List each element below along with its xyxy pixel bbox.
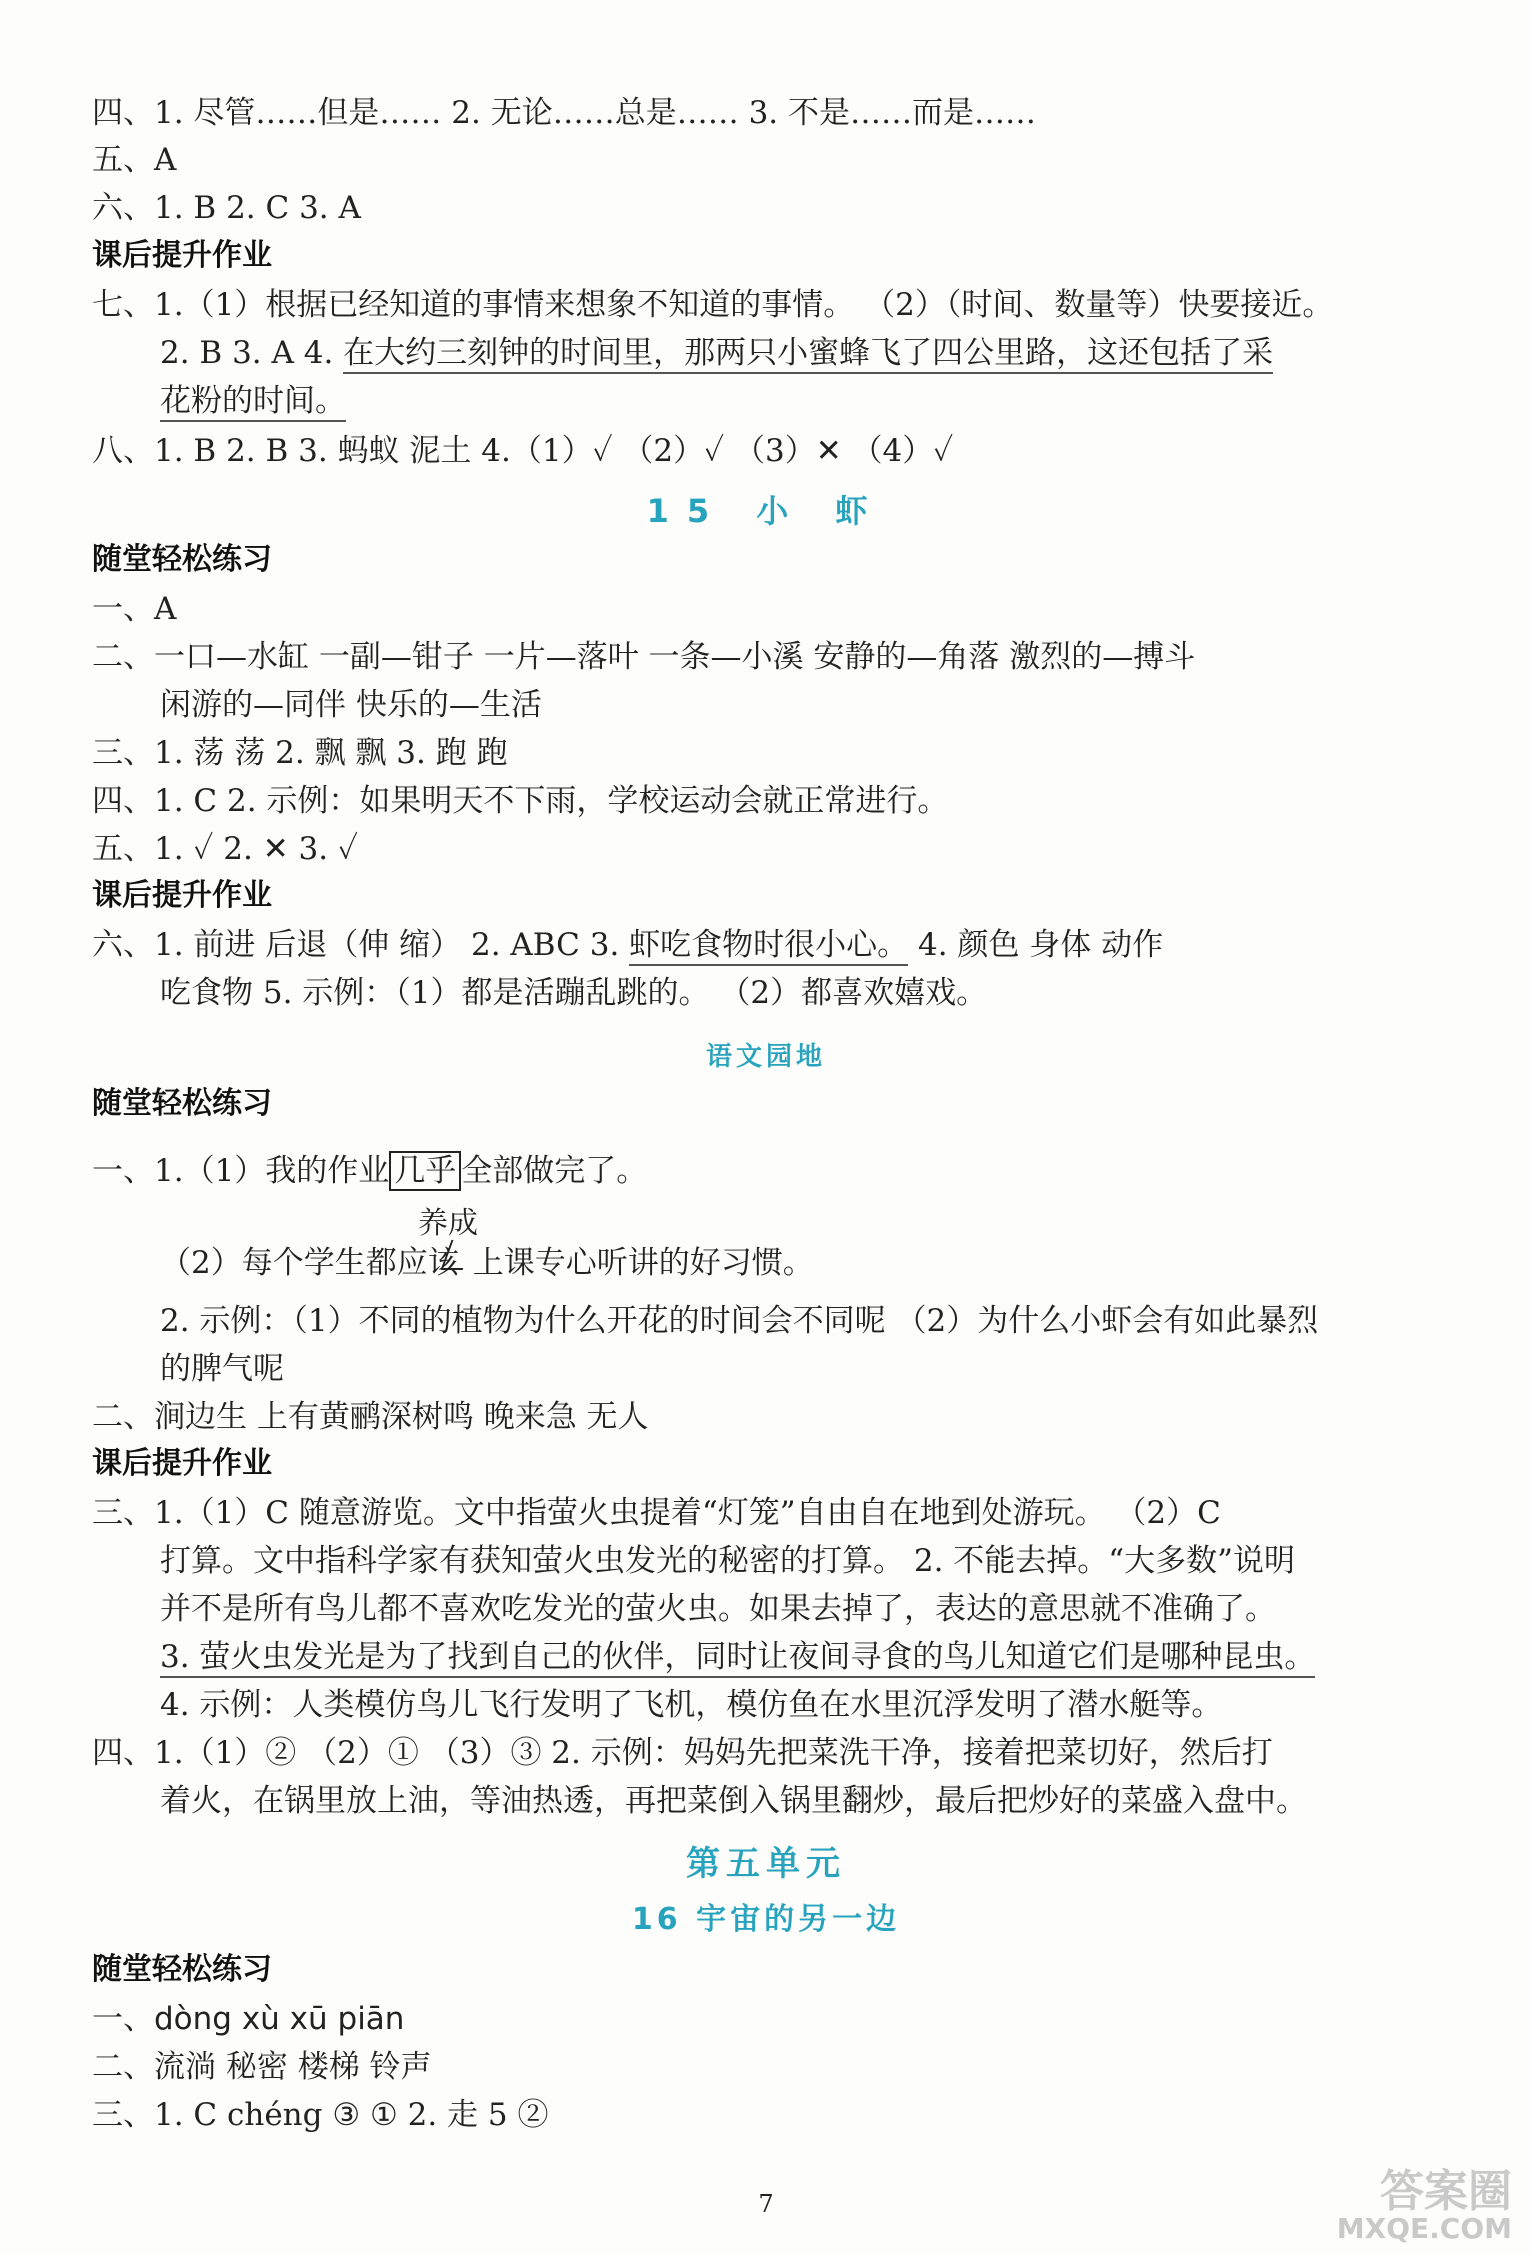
answer-text: （2）每个学生都应该 <box>160 1245 459 1281</box>
answer-line: 六、1. B 2. C 3. A <box>92 190 361 226</box>
section-heading: 课后提升作业 <box>92 878 272 913</box>
answer-line <box>160 1240 814 1286</box>
answer-line: 四、1. 尽管……但是…… 2. 无论……总是…… 3. 不是……而是…… <box>92 95 1036 131</box>
underlined-answer: 在大约三刻钟的时间里，那两只小蜜蜂飞了四公里路，这还包括了采 <box>343 335 1273 374</box>
answer-line: 吃食物 5. 示例：（1）都是活蹦乱跳的。 （2）都喜欢嬉戏。 <box>160 975 988 1011</box>
answer-line: 七、1.（1）根据已经知道的事情来想象不知道的事情。 （2）（时间、数量等）快要接近。 <box>92 287 1334 323</box>
answer-line: 二、一口—水缸 一副—钳子 一片—落叶 一条—小溪 安静的—角落 激烈的—搏斗 <box>92 639 1196 675</box>
boxed-word: 几乎 <box>389 1151 461 1191</box>
lesson-title: 15 小 虾 <box>646 492 886 530</box>
section-heading: 课后提升作业 <box>92 1446 272 1481</box>
section-title: 语文园地 <box>705 1042 826 1072</box>
answer-text: 六、1. 前进 后退（伸 缩） 2. ABC 3. <box>92 927 630 963</box>
answer-line: 二、流淌 秘密 楼梯 铃声 <box>92 2049 432 2085</box>
answer-line <box>160 378 346 424</box>
section-heading: 随堂轻松练习 <box>92 1086 272 1121</box>
page-number: 7 <box>758 2190 774 2218</box>
answer-line: 八、1. B 2. B 3. 蚂蚁 泥土 4.（1）✓ （2）✓ （3）✕ （4）✓ <box>92 433 954 469</box>
answer-text: 一、1.（1）我的作业 <box>92 1153 390 1189</box>
answer-line: 闲游的—同伴 快乐的—生活 <box>160 687 542 723</box>
answer-line: 二、涧边生 上有黄鹂深树鸣 晚来急 无人 <box>92 1399 649 1435</box>
section-heading: 随堂轻松练习 <box>92 542 272 577</box>
answer-line <box>160 330 1273 376</box>
answer-line: 着火，在锅里放上油，等油热透，再把菜倒入锅里翻炒，最后把炒好的菜盛入盘中。 <box>160 1783 1307 1819</box>
answer-line: 一、A <box>92 591 177 627</box>
section-heading: 课后提升作业 <box>92 238 272 273</box>
unit-title: 第五单元 <box>686 1844 846 1884</box>
watermark-top: 答案圈 <box>1380 2166 1512 2217</box>
lesson-title: 16 宇宙的另一边 <box>631 1902 901 1937</box>
underlined-answer: 3. 萤火虫发光是为了找到自己的伙伴，同时让夜间寻食的鸟儿知道它们是哪种昆虫。 <box>160 1639 1315 1678</box>
answer-line: 四、1.（1）② （2）① （3）③ 2. 示例：妈妈先把菜洗干净，接着把菜切好，然后打 <box>92 1735 1273 1771</box>
answer-line: 三、1. C chéng ③ ① 2. 走 5 ② <box>92 2097 549 2133</box>
answer-line: 三、1. 荡 荡 2. 飘 飘 3. 跑 跑 <box>92 735 508 771</box>
answer-line: 五、1. ✓ 2. ✕ 3. ✓ <box>92 831 358 867</box>
answer-line <box>92 1148 647 1194</box>
answer-line: 五、A <box>92 142 177 178</box>
answer-text: 全部做完了。 <box>461 1153 648 1189</box>
inserted-word: 养成 <box>418 1206 478 1241</box>
answer-line: 并不是所有鸟儿都不喜欢吃发光的萤火虫。如果去掉了，表达的意思就不准确了。 <box>160 1591 1276 1627</box>
answer-text: 上课专心听讲的好习惯。 <box>472 1245 814 1281</box>
underlined-answer: 虾吃食物时很小心。 <box>629 927 908 966</box>
answer-text: 4. 颜色 身体 动作 <box>908 927 1164 963</box>
answer-line <box>92 922 1163 968</box>
answer-line: 四、1. C 2. 示例：如果明天不下雨，学校运动会就正常进行。 <box>92 783 949 819</box>
watermark-bottom: MXQE.COM <box>1336 2212 1512 2245</box>
answer-line: 4. 示例：人类模仿鸟儿飞行发明了飞机，模仿鱼在水里沉浮发明了潜水艇等。 <box>160 1687 1223 1723</box>
answer-line: 一、dòng xù xū piān <box>92 2001 405 2037</box>
answer-line: 打算。文中指科学家有获知萤火虫发光的秘密的打算。 2. 不能去掉。“大多数”说明 <box>160 1543 1295 1579</box>
watermark <box>1336 2166 1512 2245</box>
underlined-answer: 花粉的时间。 <box>160 383 346 422</box>
answer-line: 三、1.（1）C 随意游览。文中指萤火虫提着“灯笼”自由自在地到处游玩。 （2）C <box>92 1495 1221 1531</box>
answer-text: 2. B 3. A 4. <box>160 335 344 371</box>
section-heading: 随堂轻松练习 <box>92 1952 272 1987</box>
answer-line: 2. 示例：（1）不同的植物为什么开花的时间会不同呢 （2）为什么小虾会有如此暴烈 <box>160 1303 1319 1339</box>
answer-line <box>160 1634 1315 1680</box>
answer-line: 的脾气呢 <box>160 1351 284 1387</box>
